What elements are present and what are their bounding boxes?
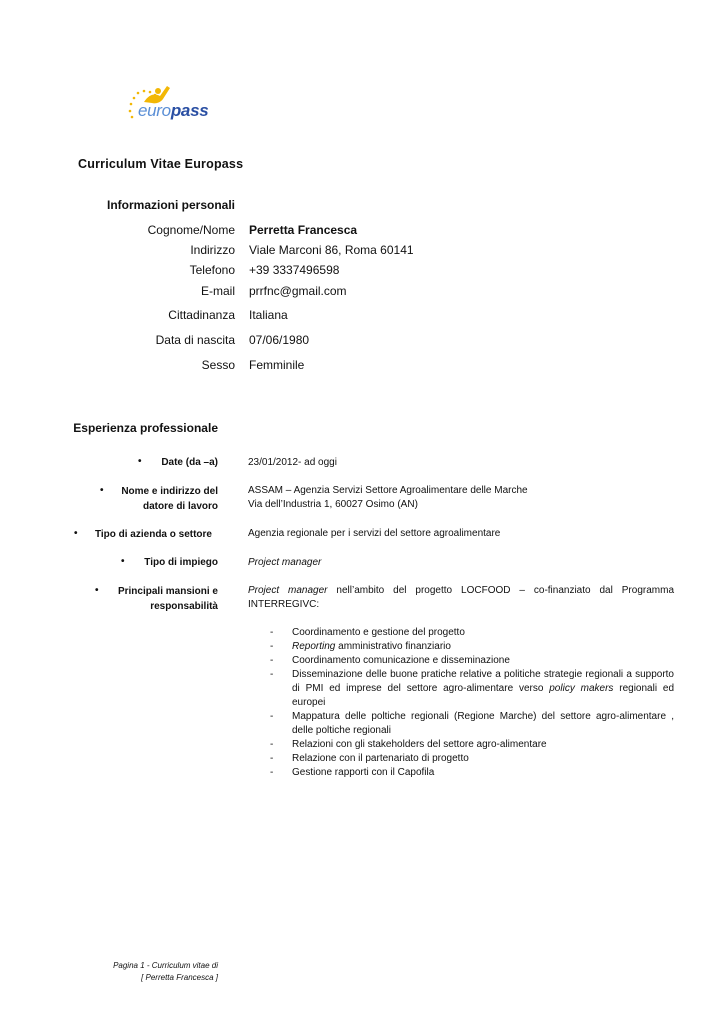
list-item: - Reporting amministrativo finanziario xyxy=(270,641,451,652)
value-employer xyxy=(248,484,528,512)
cv-title: Curriculum Vitae Europass xyxy=(78,157,244,171)
list-item: - Gestione rapporti con il Capofila xyxy=(270,767,435,778)
europass-logo xyxy=(122,82,232,127)
label-name: Cognome/Nome xyxy=(147,223,235,237)
value-name: Perretta Francesca xyxy=(249,223,358,237)
label-address: Indirizzo xyxy=(190,243,235,257)
label-duties xyxy=(118,585,218,614)
value-phone: +39 3337496598 xyxy=(249,263,340,277)
bullet-job-type: • xyxy=(121,556,125,567)
list-item: - Coordinamento comunicazione e disseminazione xyxy=(270,655,510,666)
label-employer-line1: Nome e indirizzo del xyxy=(121,486,218,497)
duties-intro-rest: nell’ambito del progetto LOCFOOD – co-finanziato dal Programma INTERREGIVC: xyxy=(248,585,674,610)
label-duties-line2: responsabilità xyxy=(150,600,218,612)
label-job-type: Tipo di impiego xyxy=(144,557,218,568)
label-dates: Date (da –a) xyxy=(161,457,218,468)
label-gender: Sesso xyxy=(201,358,235,372)
bullet-duties: • xyxy=(95,585,99,596)
logo-wordmark: europass xyxy=(138,101,209,120)
section-title-personal: Informazioni personali xyxy=(106,198,235,212)
bullet-employer: • xyxy=(100,485,104,496)
value-address: Viale Marconi 86, Roma 60141 xyxy=(249,243,414,257)
value-dates: 23/01/2012- ad oggi xyxy=(248,457,337,468)
label-employer-line2: datore di lavoro xyxy=(142,500,218,512)
label-citizenship: Cittadinanza xyxy=(168,308,235,322)
footer-line2: [ Perretta Francesca ] xyxy=(141,973,218,982)
list-item: - Relazione con il partenariato di progetto xyxy=(270,753,469,764)
label-phone: Telefono xyxy=(189,263,235,277)
bullet-dates: • xyxy=(138,456,142,467)
value-employer-line2: Via dell’Industria 1, 60027 Osimo (AN) xyxy=(248,499,418,510)
value-citizenship: Italiana xyxy=(249,308,288,322)
page-footer xyxy=(113,960,218,984)
list-item: - Relazioni con gli stakeholders del settore agro-alimentare xyxy=(270,739,547,750)
footer-line1: Pagina 1 - Curriculum vitae di xyxy=(113,961,218,970)
list-item: - Coordinamento e gestione del progetto xyxy=(270,627,465,638)
value-gender: Femminile xyxy=(249,358,305,372)
bullet-sector: • xyxy=(74,528,78,539)
label-sector: Tipo di azienda o settore xyxy=(94,529,212,540)
label-email: E-mail xyxy=(200,284,235,298)
duties-intro-italic: Project manager xyxy=(248,585,328,596)
value-email[interactable]: prrfnc@gmail.com xyxy=(249,284,347,298)
task-list xyxy=(270,626,674,780)
section-title-experience: Esperienza professionale xyxy=(73,421,218,435)
label-employer xyxy=(121,485,218,514)
list-item: - Mappatura delle poltiche regionali (Regione Marche) del settore agro-alimentare , delle poltiche regionali xyxy=(270,711,674,736)
value-job-type: Project manager xyxy=(248,557,322,568)
value-birthdate: 07/06/1980 xyxy=(249,333,310,347)
label-birthdate: Data di nascita xyxy=(155,333,235,347)
value-sector: Agenzia regionale per i servizi del settore agroalimentare xyxy=(248,528,501,539)
value-employer-line1: ASSAM – Agenzia Servizi Settore Agroalimentare delle Marche xyxy=(248,485,528,496)
list-item: - Disseminazione delle buone pratiche relative a politiche strategie regionali a supporto di PMI ed imprese del settore agro-alimentare verso policy makers regionali ed europei xyxy=(270,669,675,708)
label-duties-line1: Principali mansioni e xyxy=(117,586,218,597)
duties-description xyxy=(248,584,674,612)
